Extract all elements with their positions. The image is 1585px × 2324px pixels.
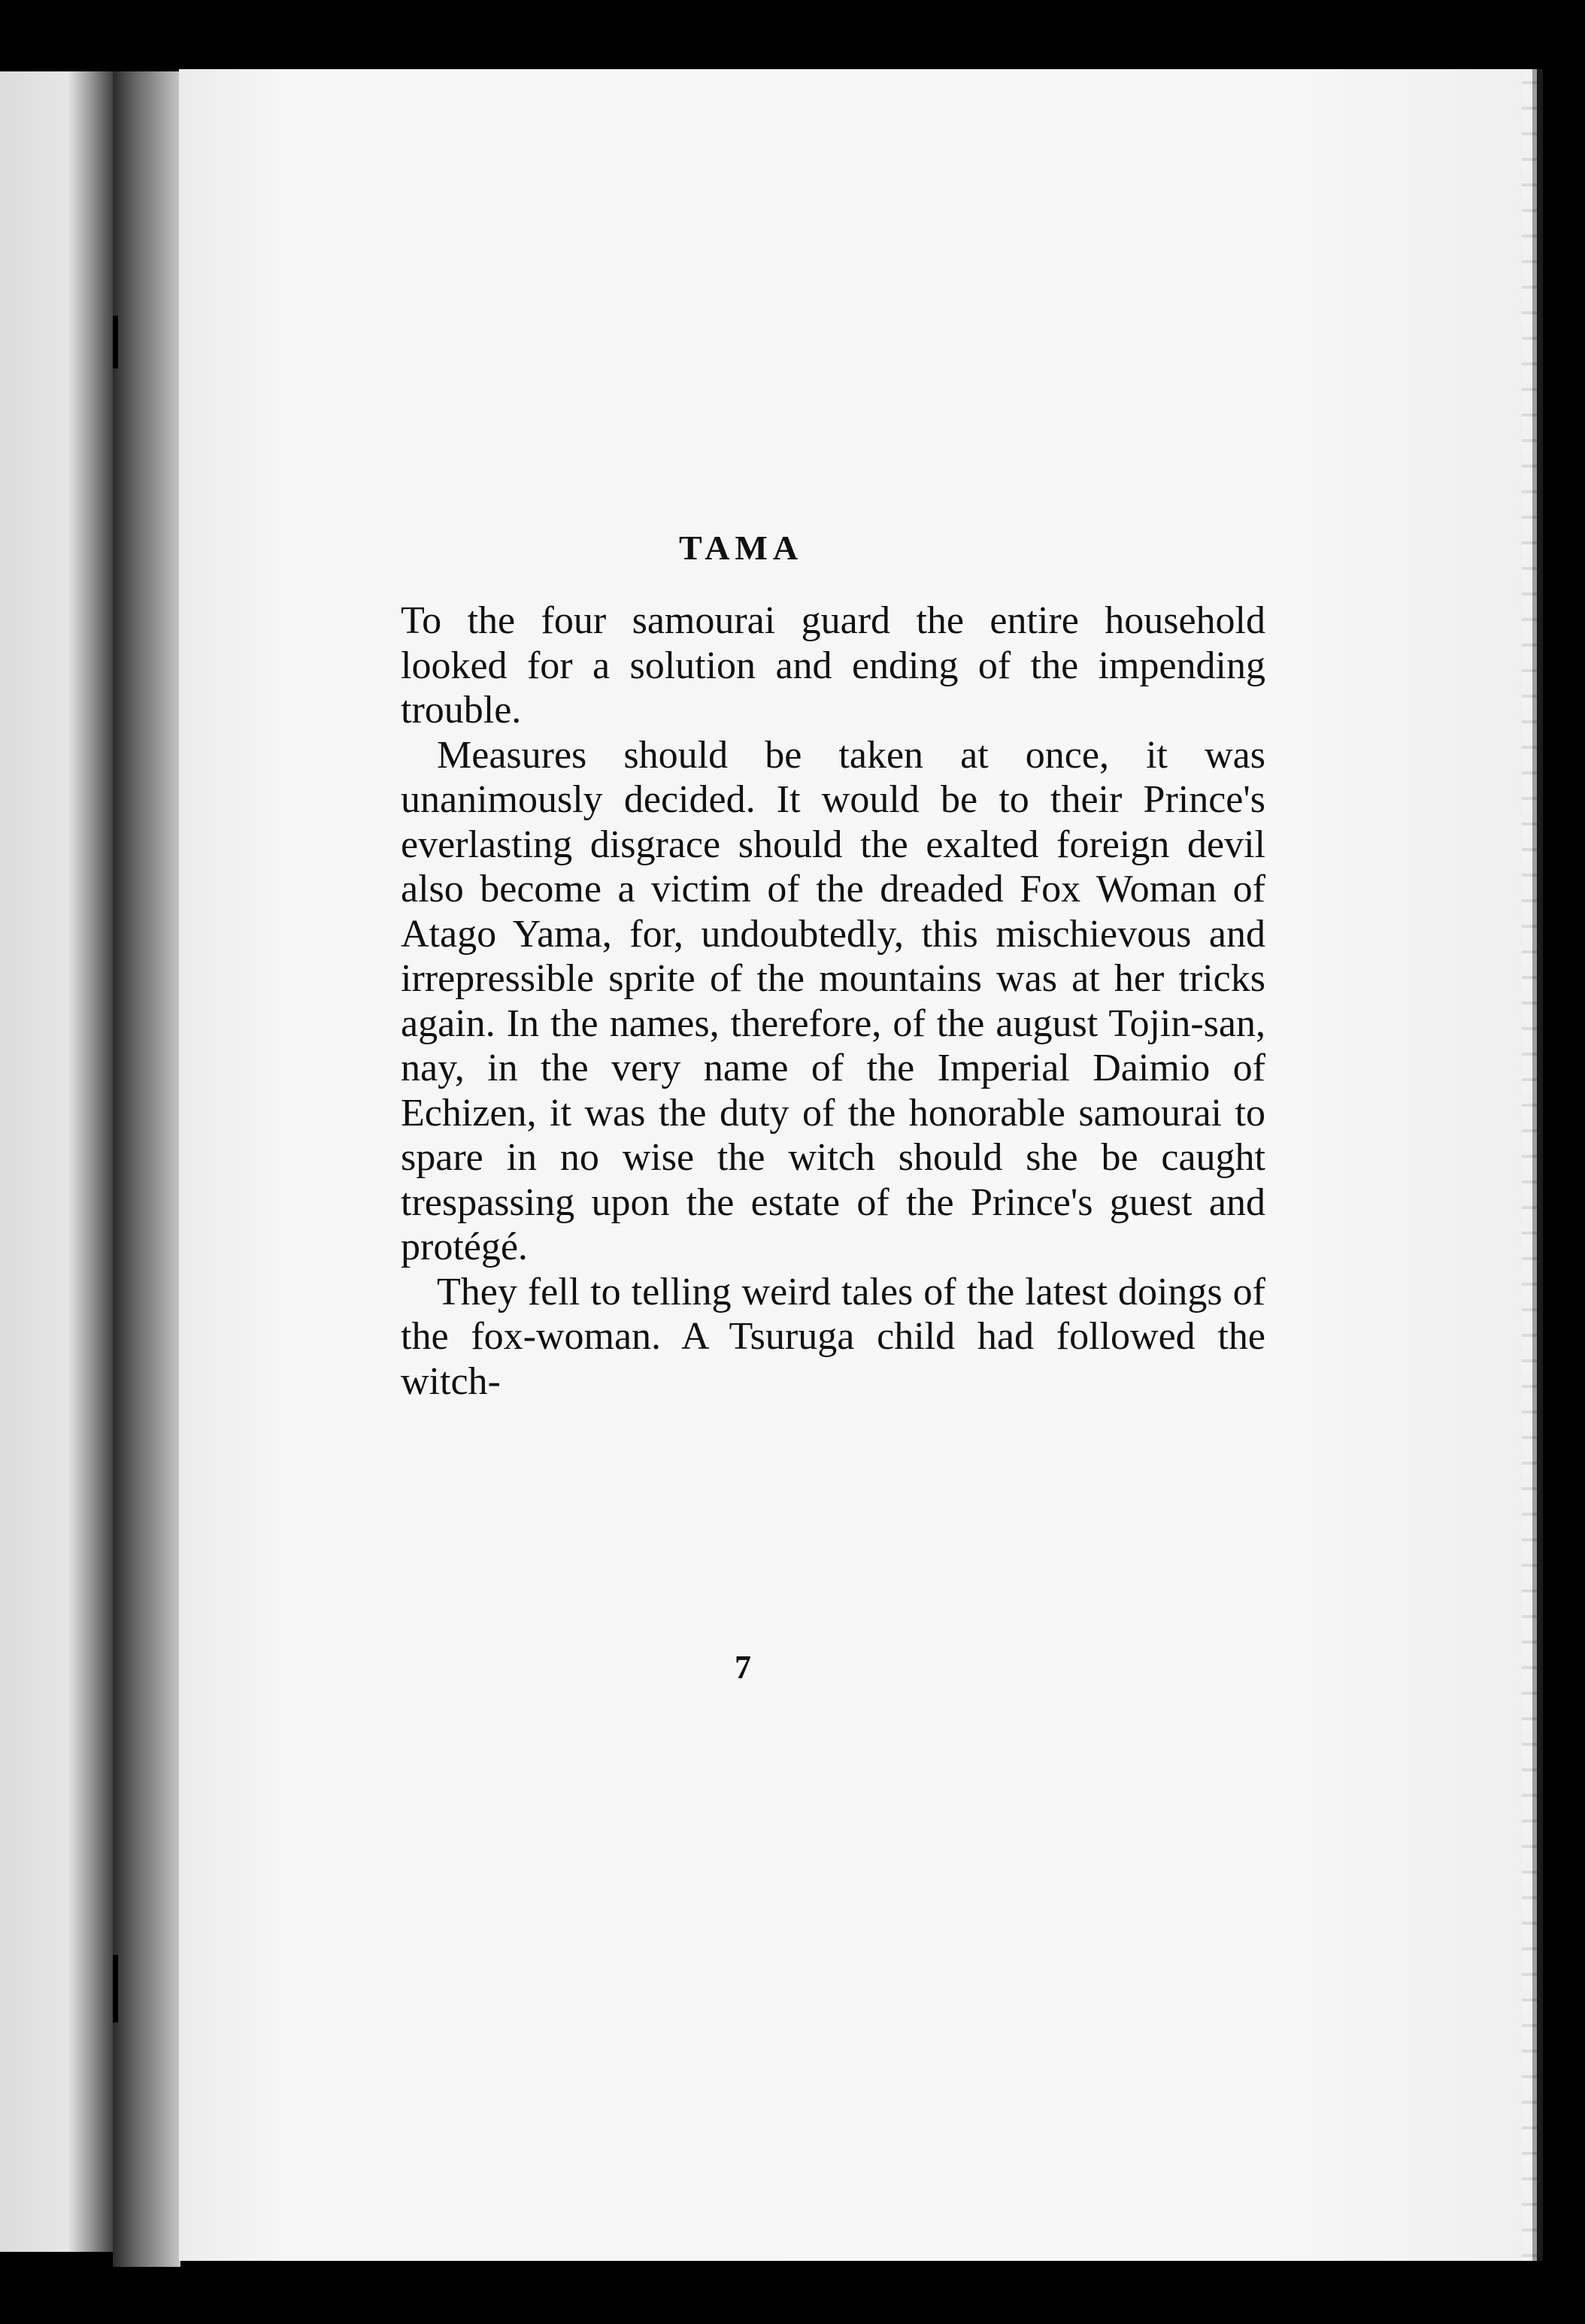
body-text xyxy=(401,598,1265,1404)
facing-page-edge xyxy=(0,71,113,2252)
registration-mark-top xyxy=(113,316,118,368)
running-head: TAMA xyxy=(678,529,804,567)
paragraph: They fell to telling weird tales of the latest doings of the fox-woman. A Tsuruga child had followed the witch- xyxy=(401,1270,1265,1403)
paragraph: Measures should be taken at once, it was unanimously decided. It would be to their Prince's everlasting disgrace should the exalted foreign devil also become a victim of the dreaded Fox Woman of Atago Yama, for, undoubtedly, this mischievous and irrepressible sprite of the mountains was at her tricks again. In the names, therefore, of the august Tojin-san, nay, in the very name of the Imperial Daimio of Echizen, it was the duty of the honorable samourai to spare in no wise the witch should she be caught trespassing upon the estate of the Prince's guest and protégé. xyxy=(401,733,1265,1268)
page-deckle-edge xyxy=(1522,69,1537,2261)
paragraph: To the four samourai guard the entire household looked for a solution and ending of the impending trouble. xyxy=(401,599,1265,732)
book-page xyxy=(179,69,1543,2261)
registration-mark-bottom xyxy=(113,1955,118,2023)
page-number: 7 xyxy=(735,1649,751,1686)
book-spine-shadow xyxy=(113,71,180,2267)
